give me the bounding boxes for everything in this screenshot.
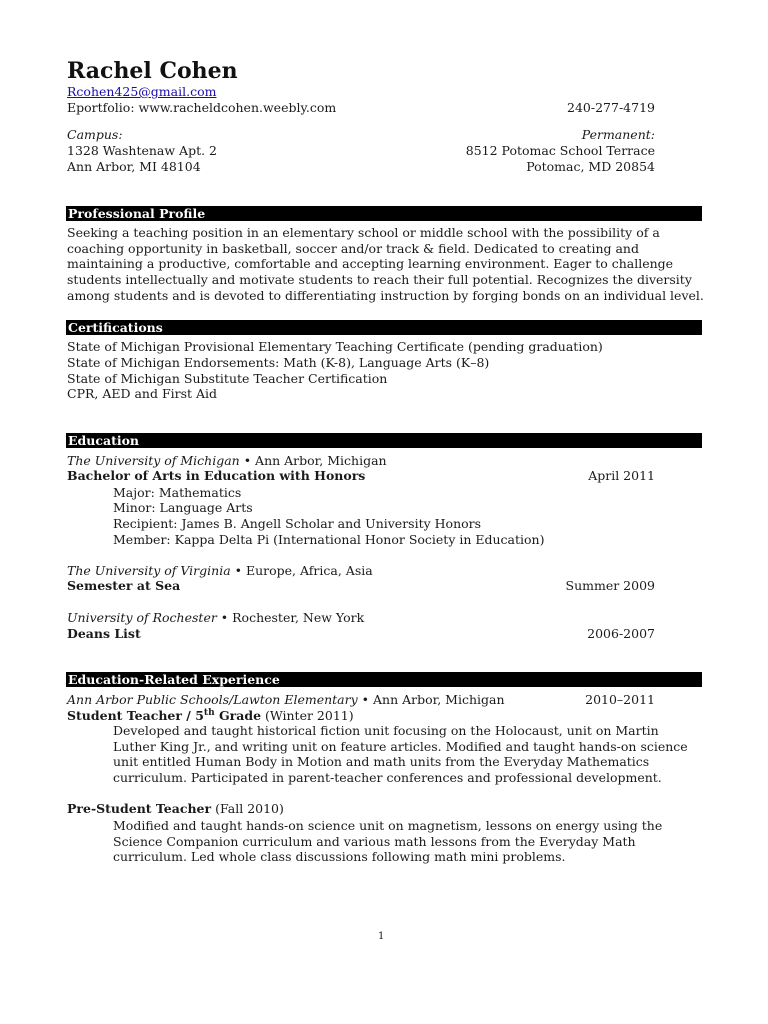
certification-item: State of Michigan Endorsements: Math (K-8), Language Arts (K–8): [67, 355, 490, 370]
school-name: The University of Michigan: [67, 453, 240, 468]
page-number: 1: [378, 931, 385, 942]
school-location: • Europe, Africa, Asia: [230, 563, 373, 578]
employer-name: Ann Arbor Public Schools/Lawton Elementary: [67, 692, 358, 707]
education-detail: Minor: Language Arts: [113, 500, 253, 515]
section-header-certifications: Certifications: [66, 320, 702, 335]
student-teacher-role: [67, 708, 354, 724]
program-date: Summer 2009: [565, 578, 655, 593]
section-header-experience: Education-Related Experience: [66, 672, 702, 687]
campus-label: Campus:: [67, 127, 123, 142]
employment-dates: 2010–2011: [585, 692, 655, 707]
degree-title: Bachelor of Arts in Education with Honors: [67, 468, 366, 483]
phone-number: 240-277-4719: [567, 100, 655, 115]
role-title: Pre-Student Teacher: [67, 801, 212, 816]
honor-date: 2006-2007: [587, 626, 655, 641]
candidate-name: Rachel Cohen: [67, 58, 238, 84]
permanent-address-line2: Potomac, MD 20854: [526, 159, 655, 174]
student-teacher-description: Developed and taught historical fiction unit focusing on the Holocaust, unit on Martin Luther King Jr., and writing unit on feature articles. Modified and taught hands-on science unit entitled Human Body in Motion and math units from the Everyday Mathematics curriculum. Participated in parent-teacher conferences and professional development.: [113, 723, 688, 786]
pre-student-teacher-role: [67, 801, 284, 817]
employer-location: • Ann Arbor, Michigan: [357, 692, 505, 707]
campus-address-line2: Ann Arbor, MI 48104: [67, 159, 201, 174]
certification-item: State of Michigan Provisional Elementary Teaching Certificate (pending graduation): [67, 339, 603, 354]
eportfolio-line: Eportfolio: www.racheldcohen.weebly.com: [67, 100, 337, 115]
school-name: University of Rochester: [67, 610, 217, 625]
section-header-profile: Professional Profile: [66, 206, 702, 221]
school-location: • Ann Arbor, Michigan: [239, 453, 387, 468]
school-location: • Rochester, New York: [216, 610, 365, 625]
education-detail: Major: Mathematics: [113, 485, 242, 500]
role-title-grade: Grade: [214, 708, 262, 723]
education-detail: Member: Kappa Delta Pi (International Honor Society in Education): [113, 532, 545, 547]
email-link[interactable]: Rcohen425@gmail.com: [67, 84, 217, 99]
uva-school-line: [67, 563, 373, 579]
role-title: Student Teacher / 5: [67, 708, 204, 723]
school-name: The University of Virginia: [67, 563, 231, 578]
certification-item: CPR, AED and First Aid: [67, 386, 218, 401]
permanent-label: Permanent:: [581, 127, 655, 142]
email-line: [67, 84, 216, 100]
role-term: (Winter 2011): [261, 708, 354, 723]
profile-text: Seeking a teaching position in an elementary school or middle school with the possibility of a coaching opportunity in basketball, soccer and/or track & field. Dedicated to creating and maintaining a productive, comfortable and accepting learning environment. Eager to challenge students intellectually and motivate students to reach their full potential. Recognizes the diversity among students and is devoted to differentiating instruction by forging bonds on an individual level.: [67, 225, 704, 303]
program-title: Semester at Sea: [67, 578, 181, 593]
role-superscript: th: [203, 707, 215, 718]
permanent-address-line1: 8512 Potomac School Terrace: [465, 143, 655, 158]
pre-student-teacher-description: Modified and taught hands-on science unit on magnetism, lessons on energy using the Science Companion curriculum and various math lessons from the Everyday Math curriculum. Led whole class discussions following math mini problems.: [113, 818, 663, 865]
rochester-school-line: [67, 610, 364, 626]
degree-date: April 2011: [588, 468, 655, 483]
honor-title: Deans List: [67, 626, 141, 641]
education-detail: Recipient: James B. Angell Scholar and University Honors: [113, 516, 482, 531]
employer-line: [67, 692, 505, 708]
campus-address-line1: 1328 Washtenaw Apt. 2: [67, 143, 218, 158]
section-header-education: Education: [66, 433, 702, 448]
umich-school-line: [67, 453, 387, 469]
role-term: (Fall 2010): [211, 801, 284, 816]
certification-item: State of Michigan Substitute Teacher Certification: [67, 371, 388, 386]
